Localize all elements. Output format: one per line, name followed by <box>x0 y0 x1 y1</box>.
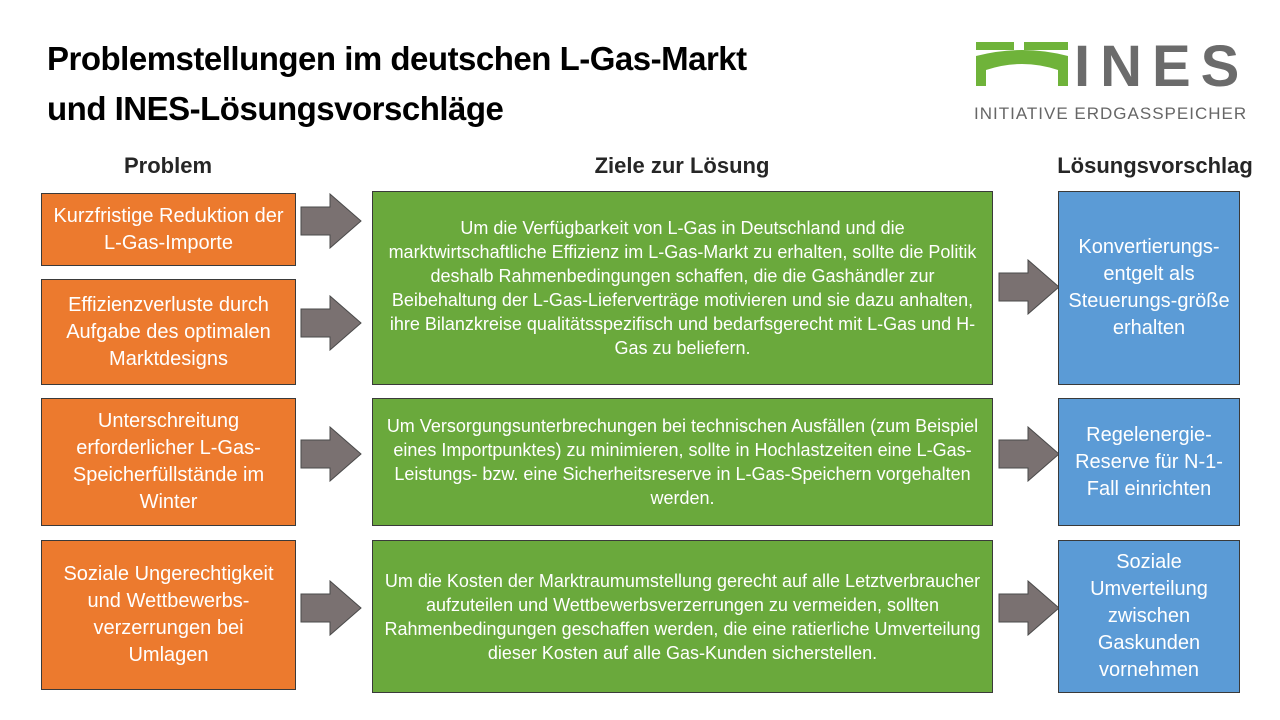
goal-box-2 <box>372 398 993 526</box>
arrow-right-icon <box>998 259 1060 315</box>
problem-box-1 <box>41 193 296 266</box>
column-header-solution: Lösungsvorschlag <box>1057 153 1253 178</box>
problem-text: Effizienzverluste durch Aufgabe des optimalen Marktdesigns <box>66 293 271 370</box>
goal-text: Um Versorgungsunterbrechungen bei technischen Ausfällen (zum Beispiel eines Importpunktes) zu minimieren, sollte in Hochlastzeiten eine L-Gas-Leistungs- bzw. eine Sicherheitsreserve in L-Gas-Speichern vorgehalten werden. <box>386 416 979 508</box>
problem-box-3 <box>41 398 296 526</box>
column-header-problem: Problem <box>123 153 213 178</box>
arrow-right-icon <box>998 426 1060 482</box>
title-line-1: Problemstellungen im deutschen L-Gas-Markt <box>47 40 747 77</box>
logo-arch-icon <box>974 40 1070 90</box>
logo-wordmark: INES <box>1074 34 1250 99</box>
arrow-right-icon <box>300 295 362 351</box>
solution-box-3 <box>1058 540 1240 693</box>
title-line-2: und INES-Lösungsvorschläge <box>47 90 504 127</box>
goal-box-3 <box>372 540 993 693</box>
solution-text: Soziale Umverteilung zwischen Gaskunden vornehmen <box>1090 551 1208 681</box>
page-title <box>47 34 907 134</box>
goal-box-1 <box>372 191 993 385</box>
arrow-right-icon <box>300 193 362 249</box>
solution-text: Konvertierungs-entgelt als Steuerungs-größe erhalten <box>1068 236 1230 339</box>
solution-box-1 <box>1058 191 1240 385</box>
problem-text: Soziale Ungerechtigkeit und Wettbewerbs-verzerrungen bei Umlagen <box>63 563 274 666</box>
arrow-right-icon <box>998 580 1060 636</box>
goal-text: Um die Verfügbarkeit von L-Gas in Deutschland und die marktwirtschaftliche Effizienz im L-Gas-Markt zu erhalten, sollte die Politik deshalb Rahmenbedingungen schaffen, die die Gashändler zur Beibehaltung der L-Gas-Lieferverträge motivieren und sie dazu anhalten, ihre Bilanzkreise qualitätsspezifisch und bedarfsgerecht mit L-Gas und H-Gas zu beliefern. <box>388 218 977 358</box>
column-header-goals: Ziele zur Lösung <box>594 153 770 178</box>
arrow-right-icon <box>300 580 362 636</box>
problem-box-2 <box>41 279 296 385</box>
problem-text: Unterschreitung erforderlicher L-Gas-Speicherfüllstände im Winter <box>72 410 265 513</box>
problem-text: Kurzfristige Reduktion der L-Gas-Importe <box>53 204 284 254</box>
arrow-right-icon <box>300 426 362 482</box>
ines-logo <box>974 34 1250 126</box>
solution-text: Regelenergie-Reserve für N-1-Fall einrichten <box>1075 423 1223 500</box>
problem-box-4 <box>41 540 296 690</box>
goal-text: Um die Kosten der Marktraumumstellung gerecht auf alle Letztverbraucher aufzuteilen und Wettbewerbsverzerrungen zu vermeiden, sollten Rahmenbedingungen geschaffen werden, die eine ratierliche Umverteilung dieser Kosten auf alle Gas-Kunden sicherstellen. <box>384 570 981 663</box>
solution-box-2 <box>1058 398 1240 526</box>
logo-subtitle: INITIATIVE ERDGASSPEICHER <box>974 104 1248 123</box>
